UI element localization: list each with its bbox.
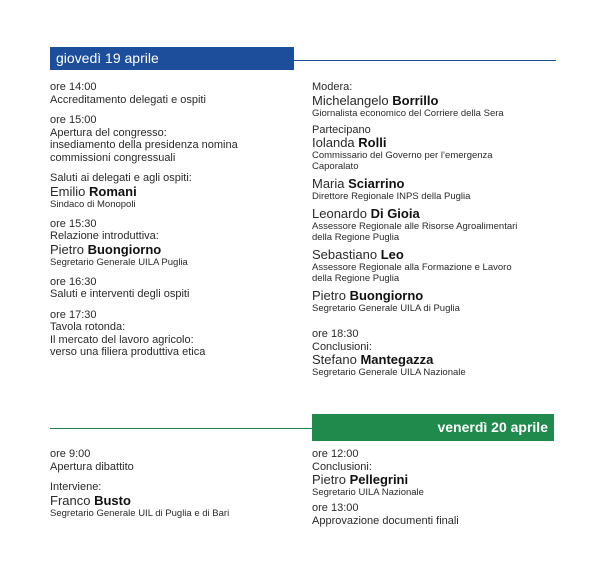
day1-left-column <box>50 81 300 359</box>
speaker-name: Pietro Pellegrini <box>312 472 409 487</box>
speaker-role: Segretario Generale UILA Puglia <box>50 256 188 268</box>
program-item-approvazione <box>312 502 562 527</box>
participant-block <box>312 124 562 173</box>
speaker-name: Leonardo Di Gioia <box>312 206 420 221</box>
program-item-conclusioni-day2 <box>312 448 562 498</box>
time-label: ore 15:00 <box>50 114 97 126</box>
day2-header-rule <box>50 428 312 429</box>
program-item-accreditamento <box>50 81 300 106</box>
speaker-name: Stefano Mantegazza <box>312 352 434 367</box>
speaker-role: Giornalista economico del Corriere della Sera <box>312 107 504 119</box>
participant-block <box>312 248 562 284</box>
speaker-name: Emilio Romani <box>50 183 137 199</box>
speaker-role: Assessore Regionale alle Risorse Agroalimentari <box>312 221 518 232</box>
speaker-role: Direttore Regionale INPS della Puglia <box>312 191 471 202</box>
time-label: ore 15:30 <box>50 217 97 230</box>
speaker-role: Caporalato <box>312 161 359 172</box>
item-text: Modera: <box>312 81 353 93</box>
item-text: Conclusioni: <box>312 460 372 473</box>
speaker-name: Michelangelo Borrillo <box>312 92 439 108</box>
item-text: Approvazione documenti finali <box>312 514 459 527</box>
day2-right-column <box>312 448 562 527</box>
program-item-tavola-rotonda <box>50 309 300 359</box>
program-item-interventi <box>50 276 300 301</box>
speaker-role: Segretario Generale UIL di Puglia e di Bari <box>50 507 230 519</box>
speaker-role: Assessore Regionale alla Formazione e Lavoro <box>312 262 512 273</box>
program-item-relazione <box>50 218 300 268</box>
item-text: Saluti ai delegati e agli ospiti: <box>50 172 192 184</box>
program-item-dibattito <box>50 448 300 473</box>
speaker-name: Pietro Buongiorno <box>312 288 424 303</box>
day1-right-column <box>312 81 562 378</box>
item-text: insediamento della presidenza nomina <box>50 139 238 151</box>
program-item-interviene <box>50 481 300 519</box>
time-label: ore 9:00 <box>50 448 91 460</box>
speaker-name: Iolanda Rolli <box>312 135 387 150</box>
speaker-role: Commissario del Governo per l’emergenza <box>312 150 493 161</box>
time-label: ore 12:00 <box>312 448 359 460</box>
program-item-apertura <box>50 114 300 164</box>
participant-block <box>312 289 562 314</box>
speaker-name: Pietro Buongiorno <box>50 241 162 257</box>
item-text: Conclusioni: <box>312 340 372 353</box>
day1-header <box>50 47 294 70</box>
time-label: ore 18:30 <box>312 328 359 340</box>
item-text: Apertura del congresso: <box>50 126 167 139</box>
item-text: commissioni congressuali <box>50 151 176 164</box>
item-text: Tavola rotonda: <box>50 321 126 333</box>
item-text: Interviene: <box>50 481 102 493</box>
day2-left-column <box>50 448 300 519</box>
speaker-role: Segretario Generale UILA Nazionale <box>312 367 466 378</box>
speaker-role: della Regione Puglia <box>312 232 400 243</box>
day1-header-rule <box>294 60 556 61</box>
time-label: ore 13:00 <box>312 502 359 514</box>
item-text: Relazione introduttiva: <box>50 230 159 242</box>
time-label: ore 14:00 <box>50 81 97 93</box>
speaker-role: Sindaco di Monopoli <box>50 198 136 210</box>
speaker-role: della Regione Puglia <box>312 273 400 284</box>
participant-block <box>312 207 562 243</box>
speaker-role: Segretario Generale UILA di Puglia <box>312 303 460 314</box>
speaker-name: Maria Sciarrino <box>312 176 405 191</box>
day1-header-label: giovedì 19 aprile <box>56 50 159 66</box>
item-text: Apertura dibattito <box>50 460 134 473</box>
item-text: verso una filiera produttiva etica <box>50 346 206 358</box>
day2-header <box>312 414 554 441</box>
day2-header-label: venerdì 20 aprile <box>437 419 548 435</box>
item-text: Partecipano <box>312 123 371 136</box>
speaker-name: Franco Busto <box>50 492 131 508</box>
time-label: ore 16:30 <box>50 275 97 288</box>
item-text: Saluti e interventi degli ospiti <box>50 288 190 300</box>
moderator-block <box>312 81 562 119</box>
item-text: Il mercato del lavoro agricolo: <box>50 333 194 346</box>
item-text: Accreditamento delegati e ospiti <box>50 93 206 106</box>
speaker-role: Segretario UILA Nazionale <box>312 487 424 498</box>
program-item-saluti <box>50 172 300 210</box>
program-item-conclusioni <box>312 328 562 378</box>
participant-block <box>312 177 562 202</box>
time-label: ore 17:30 <box>50 308 97 321</box>
speaker-name: Sebastiano Leo <box>312 247 404 262</box>
